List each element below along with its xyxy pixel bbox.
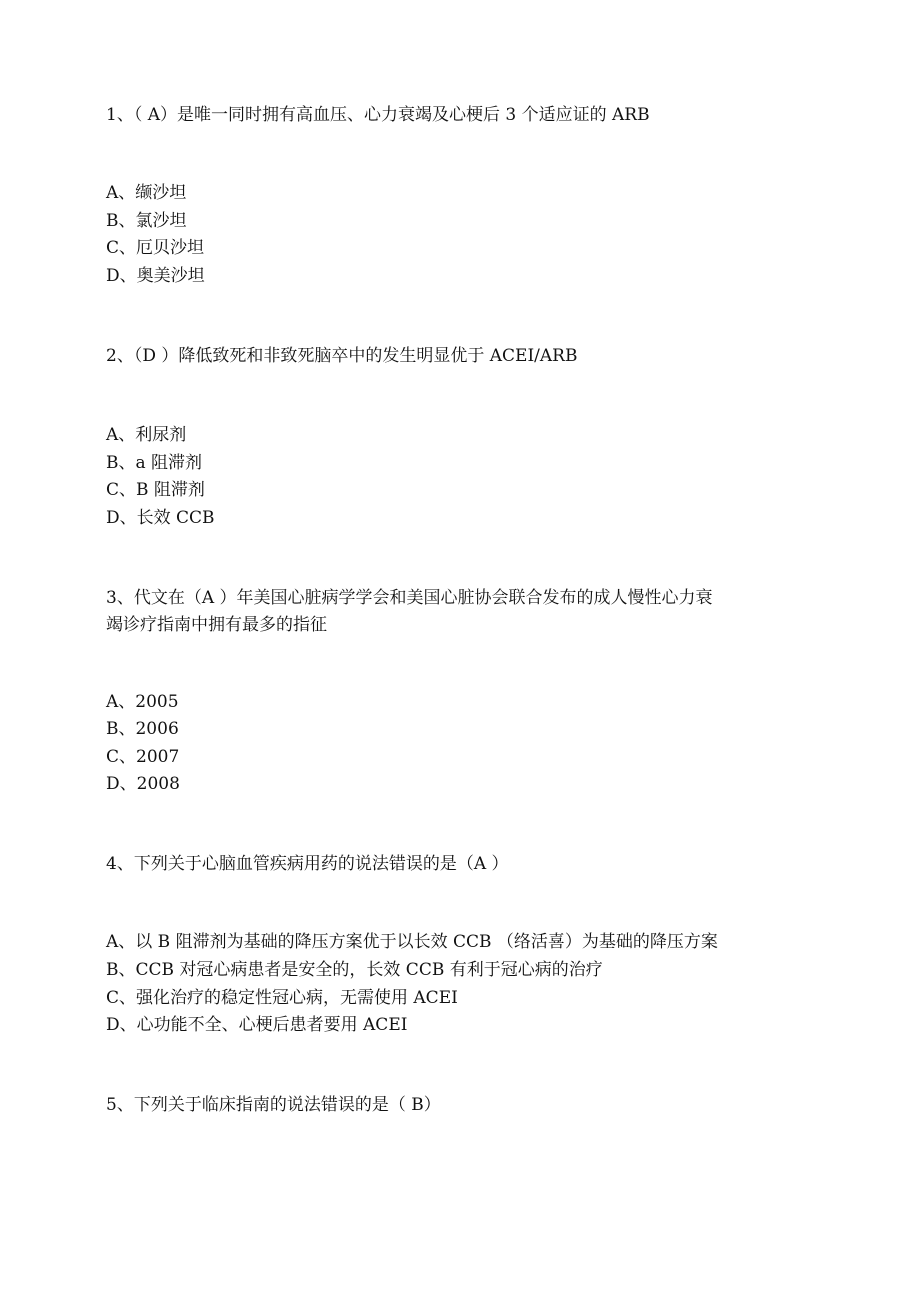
question-3-stem-line-2: 竭诊疗指南中拥有最多的指征 [106, 615, 327, 635]
question-1-option-a: A、缬沙坦 [106, 183, 187, 203]
question-1-option-d: D、奥美沙坦 [106, 266, 205, 286]
question-1-option-c: C、厄贝沙坦 [106, 238, 205, 258]
question-4-option-b: B、CCB 对冠心病患者是安全的，长效 CCB 有利于冠心病的治疗 [106, 960, 603, 980]
question-3-stem-line-1: 3、代文在（A ）年美国心脏病学学会和美国心脏协会联合发布的成人慢性心力衰 [106, 588, 713, 608]
question-4-option-d: D、心功能不全、心梗后患者要用 ACEI [106, 1015, 408, 1035]
question-2-option-d: D、长效 CCB [106, 508, 215, 528]
question-2-stem: 2、（D ）降低致死和非致死脑卒中的发生明显优于 ACEI/ARB [106, 346, 578, 366]
question-1-stem: 1、（ A）是唯一同时拥有高血压、心力衰竭及心梗后 3 个适应证的 ARB [106, 105, 650, 125]
question-3-option-b: B、2006 [106, 719, 179, 739]
question-1-option-b: B、氯沙坦 [106, 211, 187, 231]
question-4-option-a: A、以 B 阻滞剂为基础的降压方案优于以长效 CCB （络活喜）为基础的降压方案 [106, 932, 718, 952]
question-4-option-c: C、强化治疗的稳定性冠心病，无需使用 ACEI [106, 988, 458, 1008]
question-2-option-c: C、B 阻滞剂 [106, 480, 205, 500]
question-2-option-b: B、a 阻滞剂 [106, 453, 203, 473]
question-3-option-a: A、2005 [106, 692, 179, 712]
question-4-stem: 4、下列关于心脑血管疾病用药的说法错误的是（A ） [106, 854, 509, 874]
question-2-option-a: A、利尿剂 [106, 425, 187, 445]
question-3-option-d: D、2008 [106, 774, 180, 794]
question-5-stem: 5、下列关于临床指南的说法错误的是（ B） [106, 1095, 441, 1115]
question-3-option-c: C、2007 [106, 747, 180, 767]
